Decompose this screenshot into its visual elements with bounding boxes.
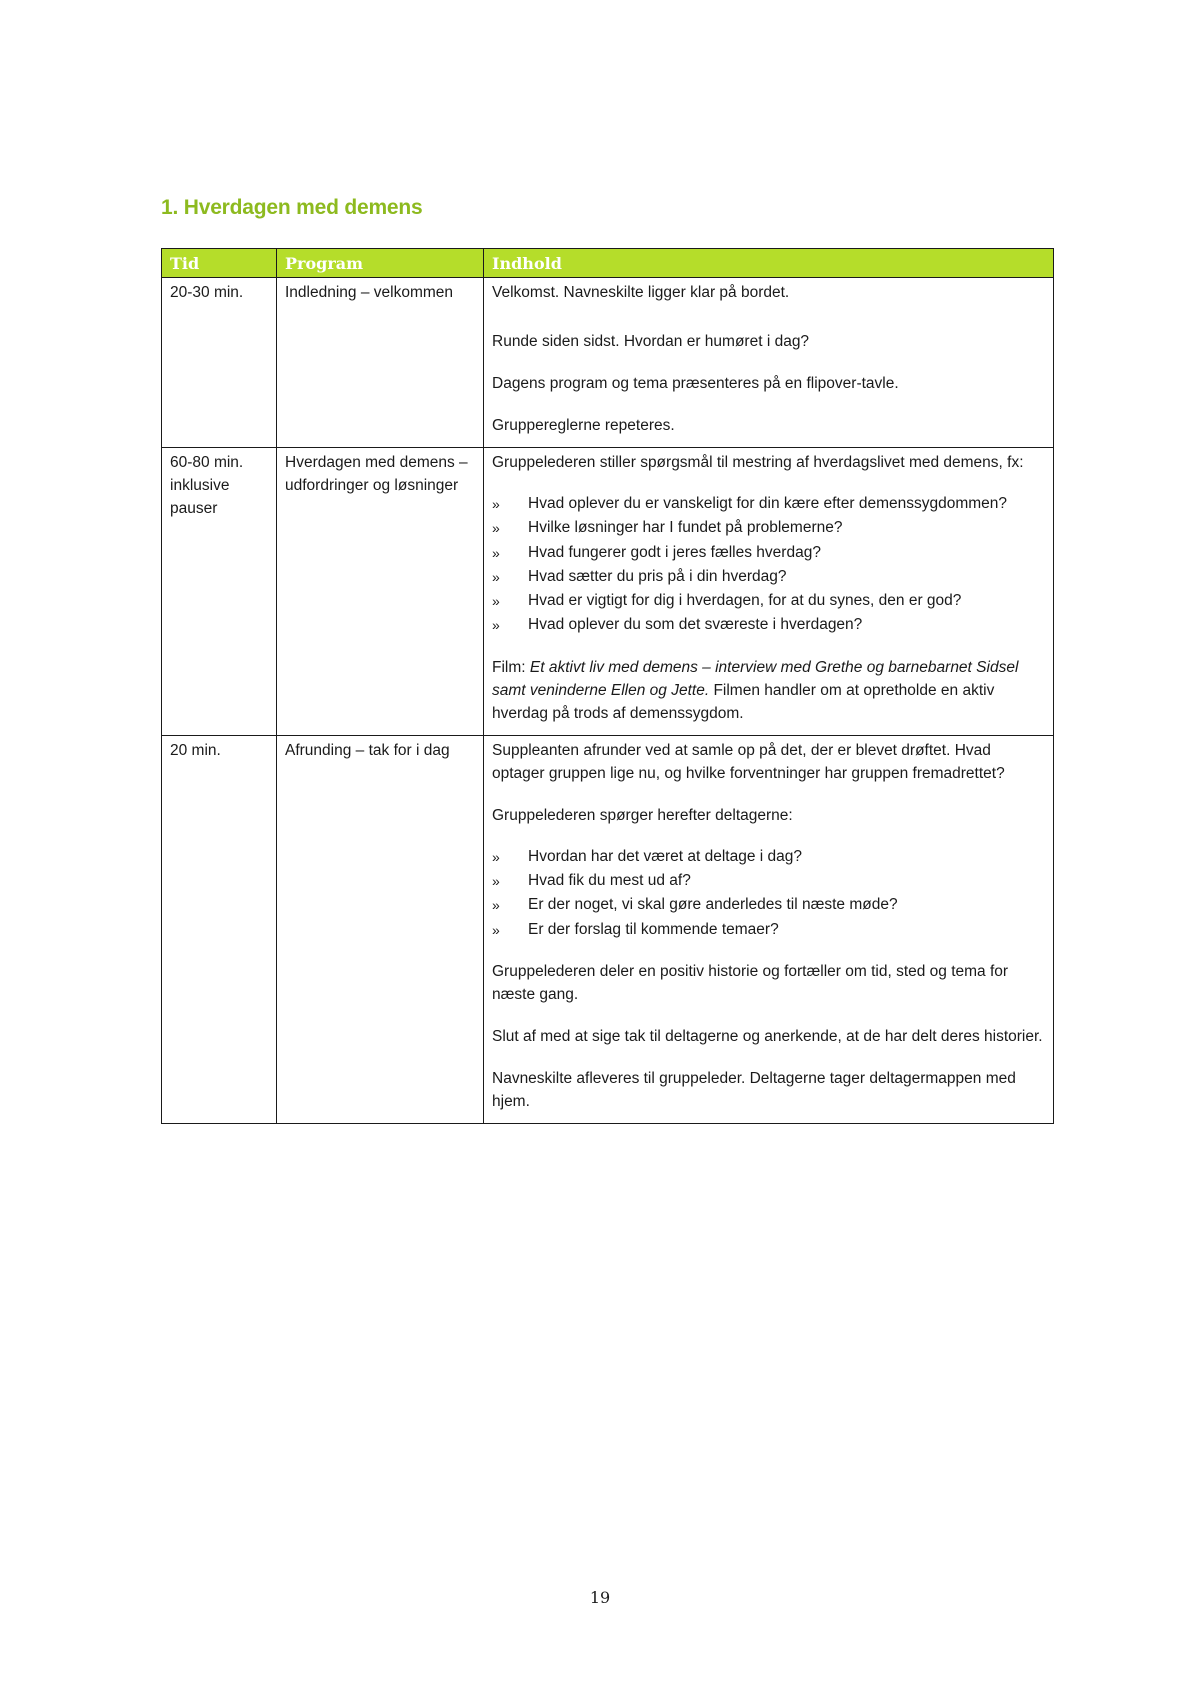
- bullet-icon: »: [492, 496, 500, 512]
- film-title: Et aktivt liv med demens – interview med Grethe og barnebarnet Sidsel samt veninderne Ellen og Jette.: [492, 658, 1019, 699]
- list-item: » Hvad er vigtigt for dig i hverdagen, for at du synes, den er god?: [492, 589, 1045, 613]
- table-header-row: [162, 249, 1054, 278]
- cell-tid: 20 min.: [162, 735, 277, 1123]
- cell-program: Indledning – velkommen: [277, 278, 484, 448]
- content-paragraph: Dagens program og tema præsenteres på en flipover-tavle.: [492, 375, 899, 392]
- content-paragraph: Slut af med at sige tak til deltagerne og anerkende, at de har delt deres historier.: [492, 1027, 1043, 1045]
- content-paragraph: Gruppelederen stiller spørgsmål til mestring af hverdagslivet med demens, fx:: [492, 454, 1024, 471]
- content-paragraph: Gruppereglerne repeteres.: [492, 417, 675, 434]
- question-list: [492, 845, 1045, 942]
- cell-indhold: [484, 735, 1054, 1123]
- list-item: » Hvad oplever du er vanskeligt for din kære efter demenssygdommen?: [492, 492, 1045, 516]
- content-paragraph: Gruppelederen spørger herefter deltagerne:: [492, 806, 793, 824]
- list-item: » Er der noget, vi skal gøre anderledes til næste møde?: [492, 893, 1045, 917]
- bullet-icon: »: [492, 617, 500, 634]
- page-number: 19: [589, 1588, 611, 1607]
- content-paragraph: Suppleanten afrunder ved at samle op på det, der er blevet drøftet. Hvad optager gruppen lige nu, og hvilke forventninger har gruppen fremadrettet?: [492, 741, 1005, 782]
- header-tid: Tid: [162, 249, 277, 278]
- cell-tid: 20-30 min.: [162, 278, 277, 448]
- page-title: 1. Hverdagen med demens: [161, 196, 423, 219]
- table-row: [162, 448, 1054, 736]
- cell-program: Hverdagen med demens – udfordringer og løsninger: [277, 448, 484, 736]
- content-paragraph: Runde siden sidst. Hvordan er humøret i dag?: [492, 333, 810, 350]
- bullet-icon: »: [492, 568, 500, 585]
- cell-indhold: [484, 278, 1054, 448]
- bullet-icon: »: [492, 544, 500, 561]
- bullet-icon: »: [492, 520, 500, 537]
- program-table: [161, 248, 1054, 1124]
- list-item: » Er der forslag til kommende temaer?: [492, 918, 1045, 942]
- list-item: » Hvad fik du mest ud af?: [492, 869, 1045, 893]
- table-row: [162, 735, 1054, 1123]
- header-indhold: Indhold: [484, 249, 1054, 278]
- list-item: » Hvilke løsninger har I fundet på problemerne?: [492, 516, 1045, 540]
- list-item: » Hvad fungerer godt i jeres fælles hverdag?: [492, 541, 1045, 565]
- bullet-icon: »: [492, 848, 500, 865]
- content-paragraph: Gruppelederen deler en positiv historie og fortæller om tid, sted og tema for næste gang.: [492, 962, 1009, 1003]
- cell-indhold: [484, 448, 1054, 736]
- bullet-icon: »: [492, 593, 500, 610]
- table-row: [162, 278, 1054, 448]
- bullet-icon: »: [492, 873, 500, 890]
- film-paragraph: Film: Et aktivt liv med demens – interview med Grethe og barnebarnet Sidsel samt veninderne Ellen og Jette. Filmen handler om at opretholde en aktiv hverdag på trods af demenssygdom.: [492, 658, 1019, 722]
- header-program: Program: [277, 249, 484, 278]
- bullet-icon: »: [492, 897, 500, 914]
- question-list: [492, 492, 1045, 638]
- cell-program: Afrunding – tak for i dag: [277, 735, 484, 1123]
- cell-tid: 60-80 min. inklusive pauser: [162, 448, 277, 736]
- content-paragraph: Velkomst. Navneskilte ligger klar på bordet.: [492, 284, 790, 301]
- bullet-icon: »: [492, 921, 500, 938]
- content-paragraph: Navneskilte afleveres til gruppeleder. Deltagerne tager deltagermappen med hjem.: [492, 1069, 1016, 1110]
- list-item: » Hvad sætter du pris på i din hverdag?: [492, 565, 1045, 589]
- list-item: » Hvad oplever du som det sværeste i hverdagen?: [492, 613, 1045, 637]
- list-item: » Hvordan har det været at deltage i dag?: [492, 845, 1045, 869]
